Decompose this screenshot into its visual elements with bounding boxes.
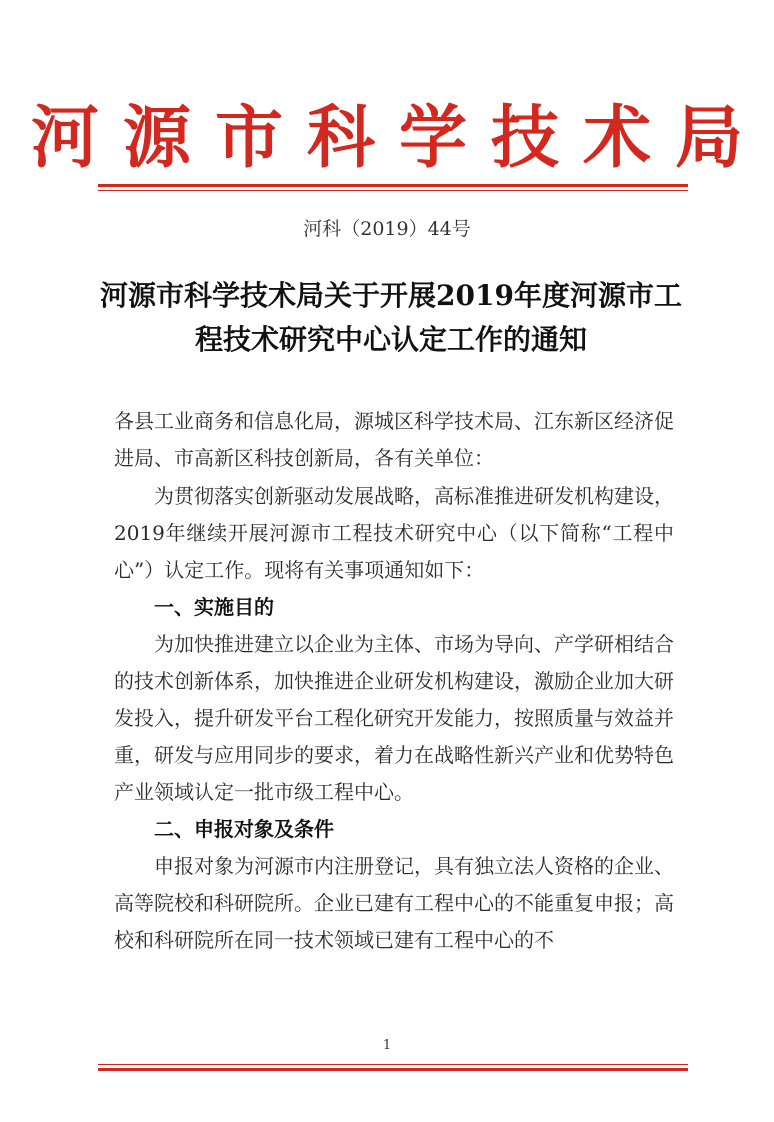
section-heading-1: 一、实施目的 bbox=[154, 595, 274, 619]
document-number: 河科（2019）44号 bbox=[303, 218, 471, 240]
section-paragraph-2: 申报对象为河源市内注册登记，具有独立法人资格的企业、高等院校和科研院所。企业已建有工程中心的不能重复申报；高校和科研院所在同一技术领域已建有工程中心的不 bbox=[114, 854, 674, 952]
document-title: 河源市科学技术局关于开展2019年度河源市工程技术研究中心认定工作的通知 bbox=[100, 279, 682, 356]
org-header: 河源市科学技术局 bbox=[30, 98, 767, 178]
header-rule-thick bbox=[98, 184, 688, 187]
header-rule-thin bbox=[98, 190, 688, 191]
section-heading-2: 二、申报对象及条件 bbox=[154, 817, 334, 841]
salutation: 各县工业商务和信息化局，源城区科学技术局、江东新区经济促进局、市高新区科技创新局，各有关单位： bbox=[114, 409, 674, 470]
footer-rule-thick bbox=[98, 1068, 688, 1071]
footer-rule-thin bbox=[98, 1064, 688, 1065]
section-paragraph-1: 为加快推进建立以企业为主体、市场为导向、产学研相结合的技术创新体系，加快推进企业研发机构建设，激励企业加大研发投入，提升研发平台工程化研究开发能力，按照质量与效益并重，研发与应用同步的要求，着力在战略性新兴产业和优势特色产业领域认定一批市级工程中心。 bbox=[114, 632, 674, 804]
page-number: 1 bbox=[382, 1038, 392, 1053]
intro-paragraph: 为贯彻落实创新驱动发展战略，高标准推进研发机构建设，2019年继续开展河源市工程技术研究中心（以下简称“工程中心”）认定工作。现将有关事项通知如下： bbox=[114, 484, 674, 582]
